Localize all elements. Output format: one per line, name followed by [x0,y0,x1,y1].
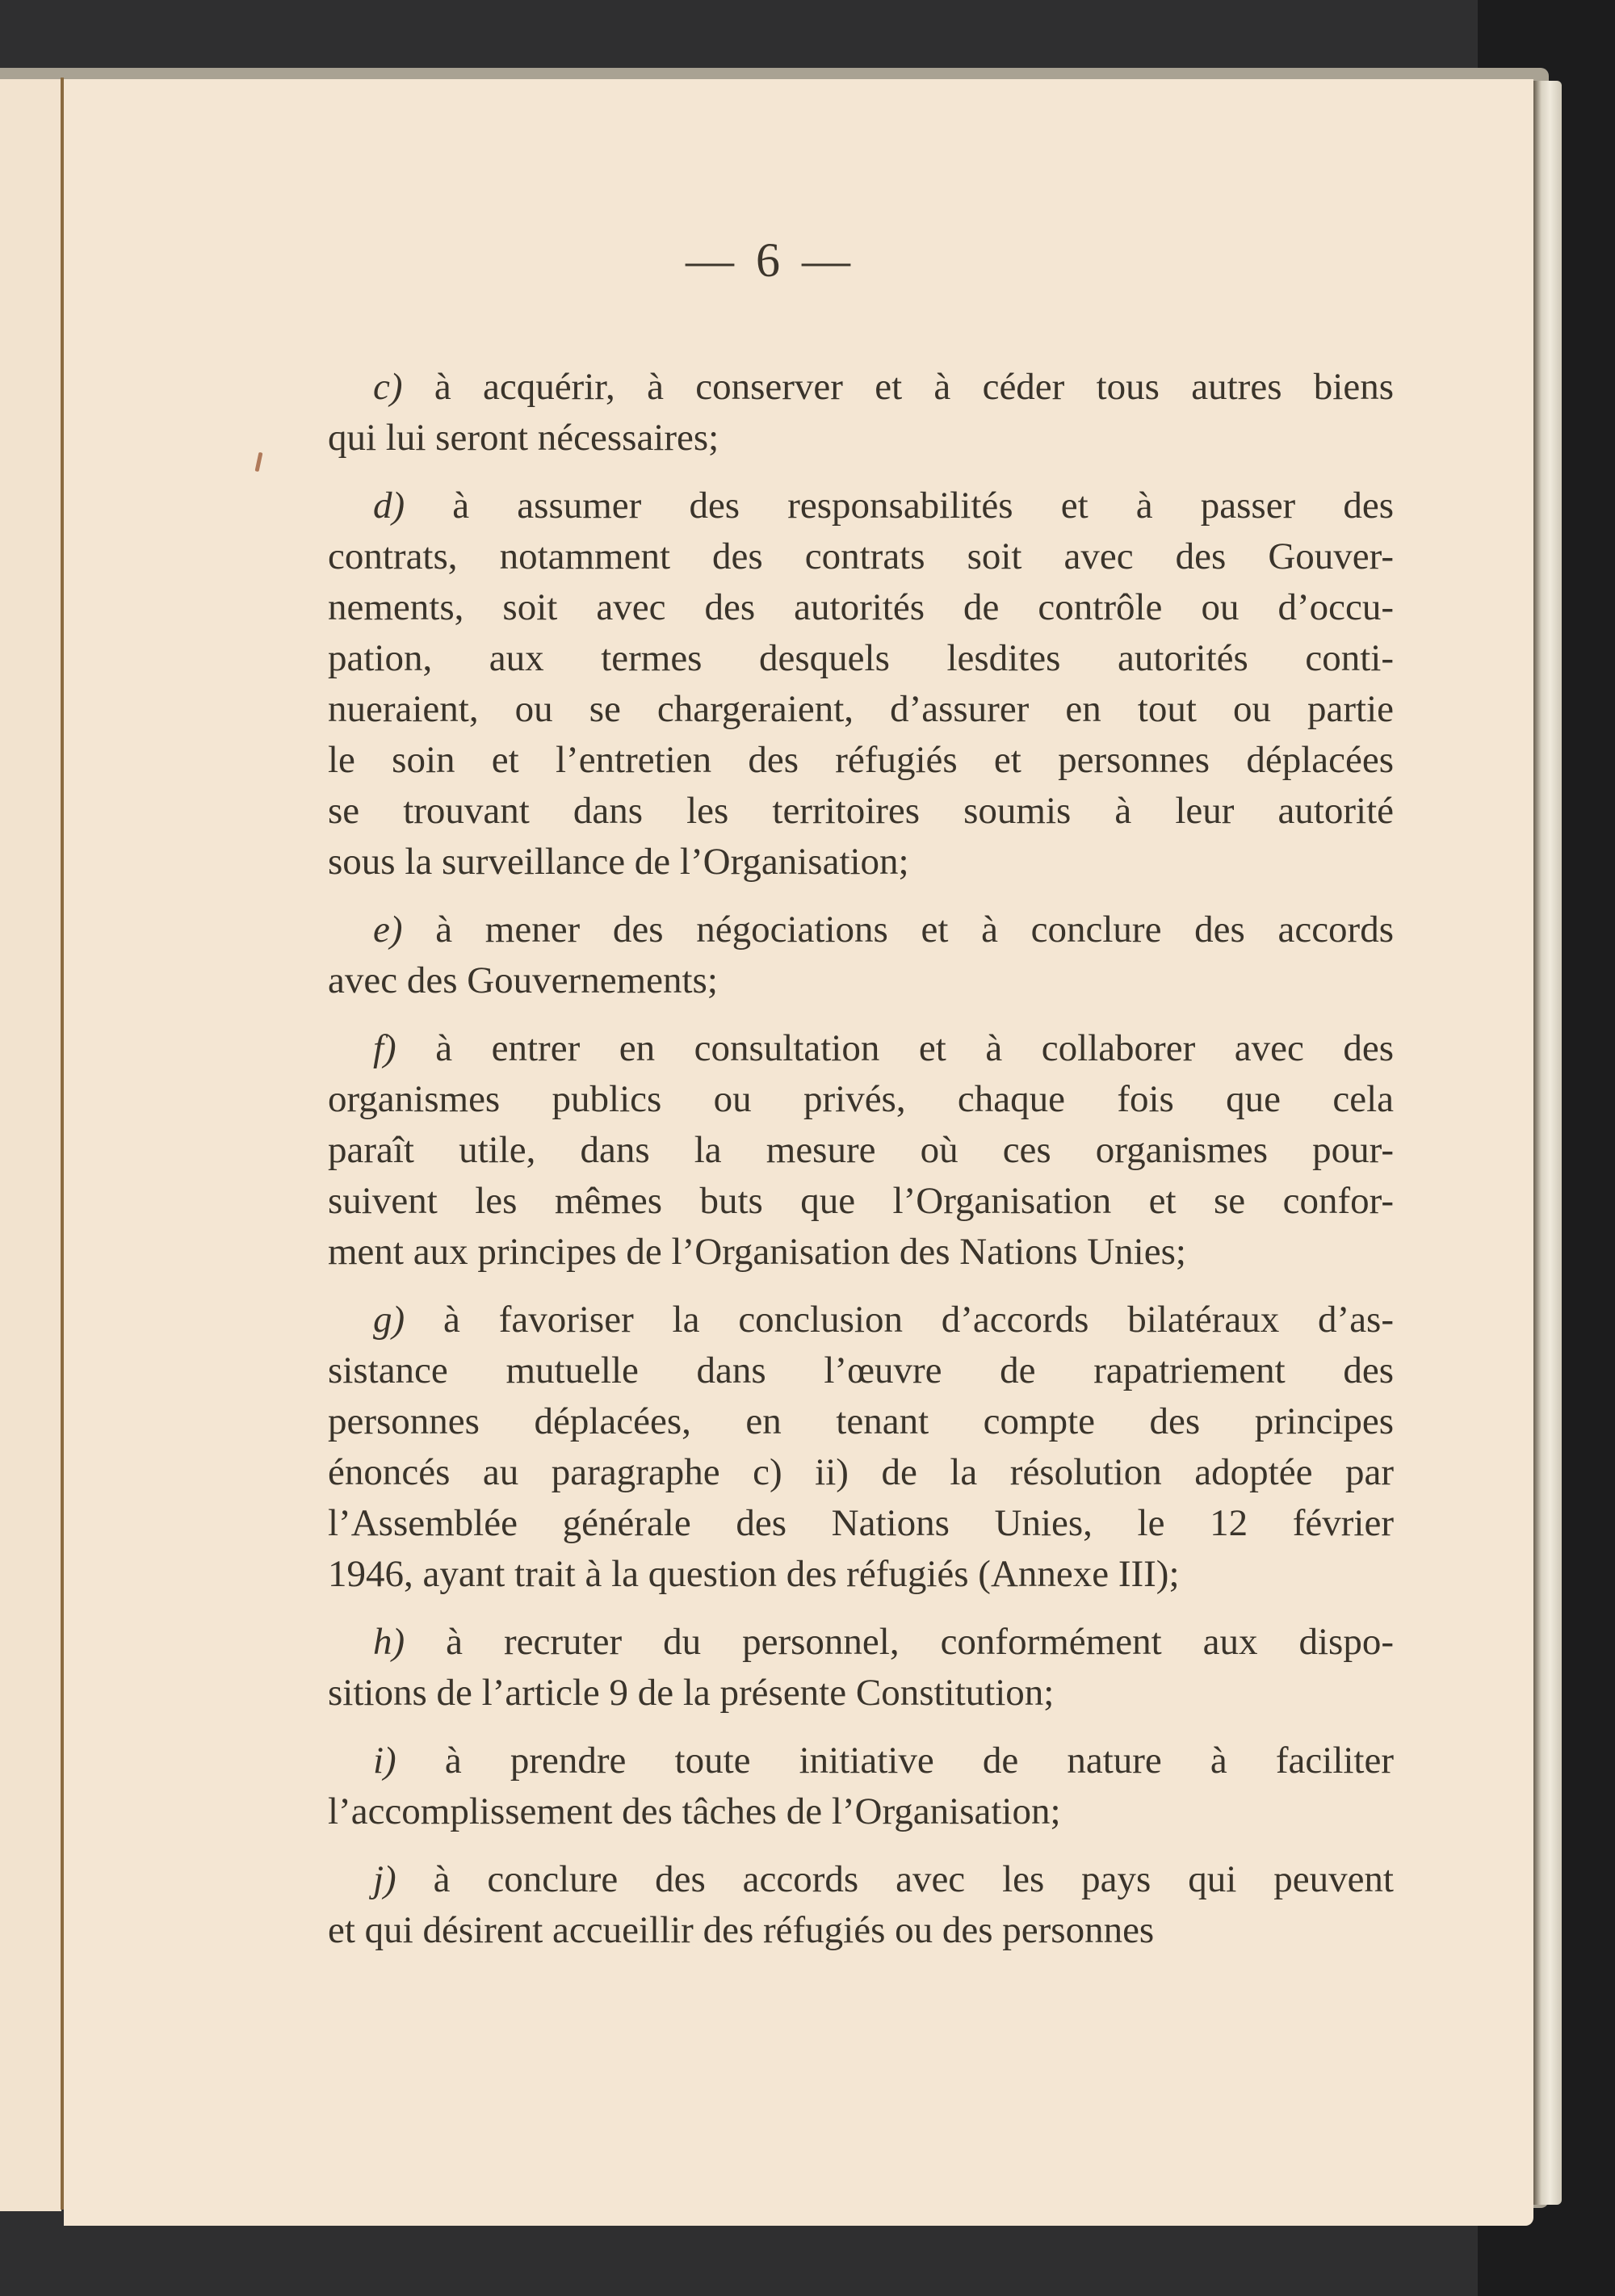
paragraph-item [328,362,1394,464]
text-line [328,1345,1394,1396]
line-text: nueraient, ou se chargeraient, d’assurer en tout ou partie [328,688,1394,730]
line-text: à acquérir, à conserver et à céder tous autres biens [434,366,1394,408]
text-line [328,1905,1394,1956]
line-text: à prendre toute initiative de nature à faciliter [444,1740,1394,1782]
document-page [64,79,1533,2226]
text-line [328,1786,1394,1837]
line-text: qui lui seront nécessaires; [328,417,719,459]
text-line [328,413,1394,464]
paragraph-label: g) [373,1299,405,1341]
paragraph-label: h) [373,1621,405,1663]
line-text: à entrer en consultation et à collaborer avec des [435,1027,1394,1069]
text-line [328,735,1394,786]
text-line [328,633,1394,684]
text-line [328,481,1394,531]
paragraph-label: j) [373,1858,396,1900]
line-text: à favoriser la conclusion d’accords bilatéraux d’as- [443,1299,1394,1341]
text-line [328,684,1394,735]
line-text: et qui désirent accueillir des réfugiés ou des personnes [328,1909,1155,1951]
paragraph-label: c) [373,366,403,408]
text-line [328,1854,1394,1905]
line-text: l’accomplissement des tâches de l’Organisation; [328,1790,1061,1832]
text-line [328,1498,1394,1549]
line-text: pation, aux termes desquels lesdites autorités conti- [328,637,1394,679]
line-text: sous la surveillance de l’Organisation; [328,841,909,883]
line-text: paraît utile, dans la mesure où ces organismes pour- [328,1129,1394,1171]
text-line [328,1074,1394,1125]
line-text: avec des Gouvernements; [328,959,718,1001]
text-line [328,1023,1394,1074]
line-text: nements, soit avec des autorités de contrôle ou d’occu- [328,586,1394,628]
line-text: suivent les mêmes buts que l’Organisation et se confor- [328,1180,1394,1222]
text-line [328,786,1394,837]
text-line [328,1668,1394,1719]
text-line [328,582,1394,633]
paragraph-item [328,1617,1394,1719]
line-text: organismes publics ou privés, chaque fois que cela [328,1078,1394,1120]
line-text: le soin et l’entretien des réfugiés et personnes déplacées [328,739,1394,781]
paragraph-item [328,1023,1394,1278]
text-line [328,1125,1394,1176]
line-text: sistance mutuelle dans l’œuvre de rapatriement des [328,1349,1394,1391]
line-text: sitions de l’article 9 de la présente Constitution; [328,1672,1055,1714]
page-number: — 6 — [686,233,855,287]
page-stack-right-edge [1533,81,1562,2205]
line-text: contrats, notamment des contrats soit avec des Gouver- [328,535,1394,577]
paragraph-item [328,905,1394,1006]
line-text: à recruter du personnel, conformément aux dispo- [446,1621,1394,1663]
line-text: à mener des négociations et à conclure des accords [435,909,1394,951]
line-text: se trouvant dans les territoires soumis à leur autorité [328,790,1394,832]
line-text: à conclure des accords avec les pays qui peuvent [433,1858,1394,1900]
line-text: ment aux principes de l’Organisation des Nations Unies; [328,1231,1186,1273]
paragraph-item [328,1854,1394,1956]
text-line [328,362,1394,413]
text-line [328,955,1394,1006]
page-body [328,362,1394,1973]
paragraph-label: i) [373,1740,396,1782]
paragraph-item [328,1295,1394,1600]
text-line [328,1176,1394,1227]
text-line [328,905,1394,955]
text-line [328,1447,1394,1498]
text-line [328,1396,1394,1447]
text-line [328,531,1394,582]
paragraph-item [328,481,1394,888]
left-page-sliver [0,79,61,2211]
line-text: l’Assemblée générale des Nations Unies, le 12 février [328,1502,1394,1544]
text-line [328,1736,1394,1786]
text-line [328,1295,1394,1345]
paragraph-label: f) [373,1027,396,1069]
text-line [328,1617,1394,1668]
text-line [328,837,1394,888]
text-line [328,1549,1394,1600]
paragraph-label: e) [373,909,403,951]
paragraph-label: d) [373,485,405,527]
line-text: énoncés au paragraphe c) ii) de la résolution adoptée par [328,1451,1394,1493]
line-text: à assumer des responsabilités et à passer des [452,485,1394,527]
line-text: 1946, ayant trait à la question des réfugiés (Annexe III); [328,1553,1180,1595]
paragraph-item [328,1736,1394,1837]
line-text: personnes déplacées, en tenant compte des principes [328,1400,1394,1442]
text-line [328,1227,1394,1278]
